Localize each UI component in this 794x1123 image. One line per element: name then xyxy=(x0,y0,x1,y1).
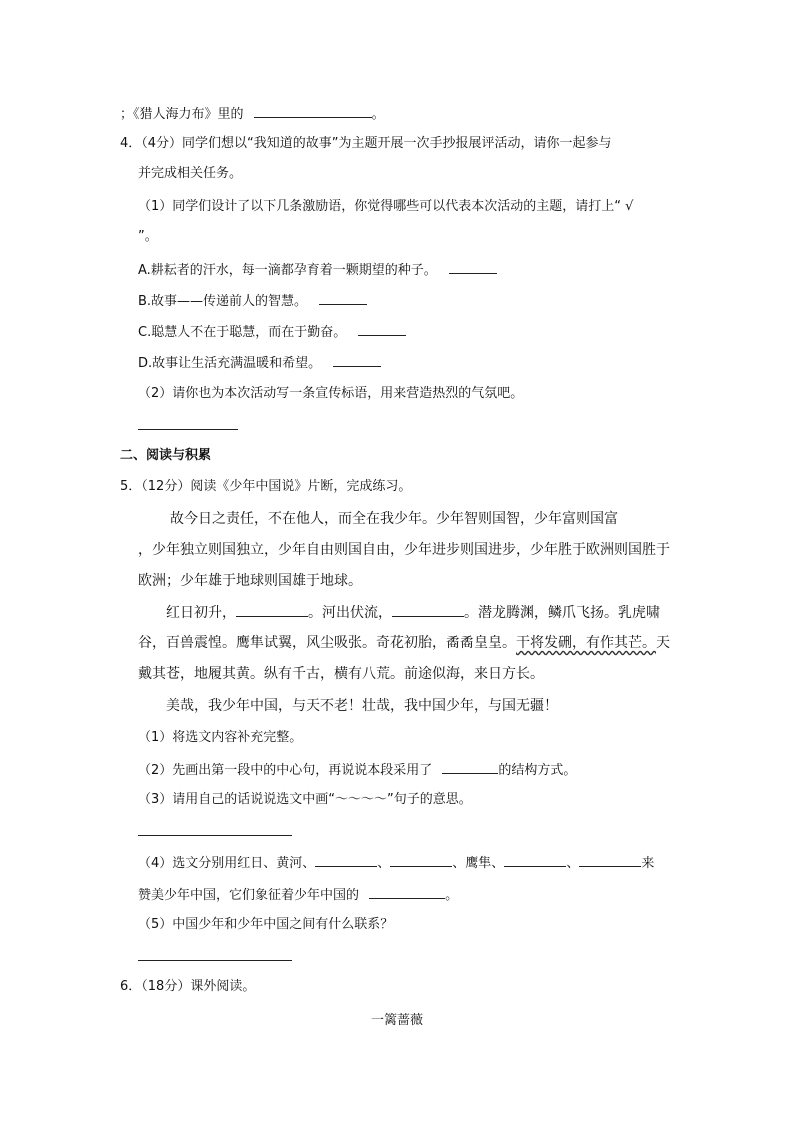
q5-fill-blank-1[interactable] xyxy=(236,603,308,617)
q5-para2-text-b: 。河出伏流， xyxy=(308,605,392,621)
q4-option-c-text: C.聪慧人不在于聪慧，而在于勤奋。 xyxy=(138,325,347,340)
q4-option-c xyxy=(138,322,406,342)
q4-option-a-text: A.耕耘者的汗水，每一滴都孕育着一颗期望的种子。 xyxy=(138,263,437,278)
q5-sub4-blank-2[interactable] xyxy=(390,853,452,867)
q5-sub4-blank-4[interactable] xyxy=(579,853,641,867)
q5-sub5: （5）中国少年和少年中国之间有什么联系？ xyxy=(138,917,394,932)
q4-option-b-text: B.故事——传递前人的智慧。 xyxy=(138,294,308,309)
q5-sub2-end: 的结构方式。 xyxy=(498,763,577,778)
q5-sub4-sep2: 、鹰隼、 xyxy=(452,856,505,871)
q5-sub2-text: （2）先画出第一段中的中心句，再说说本段采用了 xyxy=(138,763,433,778)
q5-sub3: （3）请用自己的话说说选文中画“～～～～”句子的意思。 xyxy=(138,792,472,807)
q4-option-b xyxy=(138,291,367,311)
q5-sub4-end: 来 xyxy=(641,856,655,871)
q5-para3: 美哉，我少年中国，与天不老！壮哉，我中国少年，与国无疆！ xyxy=(166,698,558,714)
q5-para2-text-c: 。潜龙腾渊，鳞爪飞扬。乳虎啸 xyxy=(464,605,660,621)
q5-sub3-answer-blank[interactable] xyxy=(138,822,292,836)
q5-para1-line3: 欧洲；少年雄于地球则国雄于地球。 xyxy=(138,573,362,589)
q6-passage-title: 一篱蔷薇 xyxy=(370,1013,423,1028)
q5-para2-line2 xyxy=(138,634,670,652)
q5-sub2 xyxy=(138,760,576,780)
q5-sub5-answer-blank[interactable] xyxy=(138,947,292,961)
q4-option-c-blank[interactable] xyxy=(358,322,406,336)
q5-para2-line2-end: 天 xyxy=(656,635,670,651)
q5-sub4-line2 xyxy=(138,885,458,905)
q4-part1-line1: （1）同学们设计了以下几条激励语，你觉得哪些可以代表本次活动的主题，请打上“ √ xyxy=(138,199,634,214)
q5-sub3-answer xyxy=(138,822,292,842)
q4-part2: （2）请你也为本次活动写一条宣传标语，用来营造热烈的气氛吧。 xyxy=(138,386,524,401)
q5-sub4-sep3: 、 xyxy=(566,856,580,871)
q5-sub4-blank-3[interactable] xyxy=(504,853,566,867)
q5-para2-line1 xyxy=(166,603,660,622)
q5-sub4-line2-end: 。 xyxy=(445,888,459,903)
q5-para2-line2-text: 谷，百兽震惶。鹰隼试翼，风尘吸张。奇花初胎，矞矞皇皇。 xyxy=(138,635,516,651)
q5-header: 5．（12分）阅读《少年中国说》片断，完成练习。 xyxy=(120,479,412,494)
q4-option-d-text: D.故事让生活充满温暖和希望。 xyxy=(138,356,322,371)
q4-part2-answer xyxy=(138,416,238,436)
q5-sub4-line2-text: 赞美少年中国，它们象征着少年中国的 xyxy=(138,888,360,903)
q4-option-d-blank[interactable] xyxy=(333,353,381,367)
q4-header-cont: 并完成相关任务。 xyxy=(138,166,243,181)
q5-para1-line1: 故今日之责任，不在他人，而全在我少年。少年智则国智，少年富则国富 xyxy=(170,511,618,527)
q5-sub4-sep1: 、 xyxy=(377,856,391,871)
q5-para2-text-a: 红日初升， xyxy=(166,605,236,621)
q3-tail-text: ；《猎人海力布》里的 xyxy=(120,107,244,122)
q4-part1-line2: ”。 xyxy=(138,229,158,244)
q4-option-a-blank[interactable] xyxy=(449,260,497,274)
q5-fill-blank-2[interactable] xyxy=(392,603,464,617)
q4-option-a xyxy=(138,260,497,280)
q5-sub2-blank[interactable] xyxy=(442,760,498,774)
q5-sub5-answer xyxy=(138,947,292,967)
q3-tail-suffix: 。 xyxy=(371,107,385,122)
q5-para2-line3: 戴其苍，地履其黄。纵有千古，横有八荒。前途似海，来日方长。 xyxy=(138,666,544,682)
q5-sub4 xyxy=(138,853,654,873)
q6-header: 6．（18分）课外阅读。 xyxy=(120,979,256,994)
q5-para1-line2: ，少年独立则国独立，少年自由则国自由，少年进步则国进步，少年胜于欧洲则国胜于 xyxy=(138,542,670,558)
q4-part2-answer-blank[interactable] xyxy=(138,416,238,430)
q4-option-b-blank[interactable] xyxy=(319,291,367,305)
q5-sub4-blank-5[interactable] xyxy=(369,885,445,899)
q5-sub1: （1）将选文内容补充完整。 xyxy=(138,730,303,745)
q4-header: 4．（4分）同学们想以“我知道的故事”为主题开展一次手抄报展评活动，请你一起参与 xyxy=(120,136,612,151)
wavy-underlined-sentence: 干将发硎，有作其芒。 xyxy=(516,635,656,651)
q5-sub4-blank-1[interactable] xyxy=(315,853,377,867)
q3-answer-blank[interactable] xyxy=(254,104,372,118)
q4-option-d xyxy=(138,353,381,373)
section-title: 二、阅读与积累 xyxy=(120,448,212,463)
q5-sub4-text: （4）选文分别用红日、黄河、 xyxy=(138,856,316,871)
q3-tail xyxy=(120,104,385,124)
